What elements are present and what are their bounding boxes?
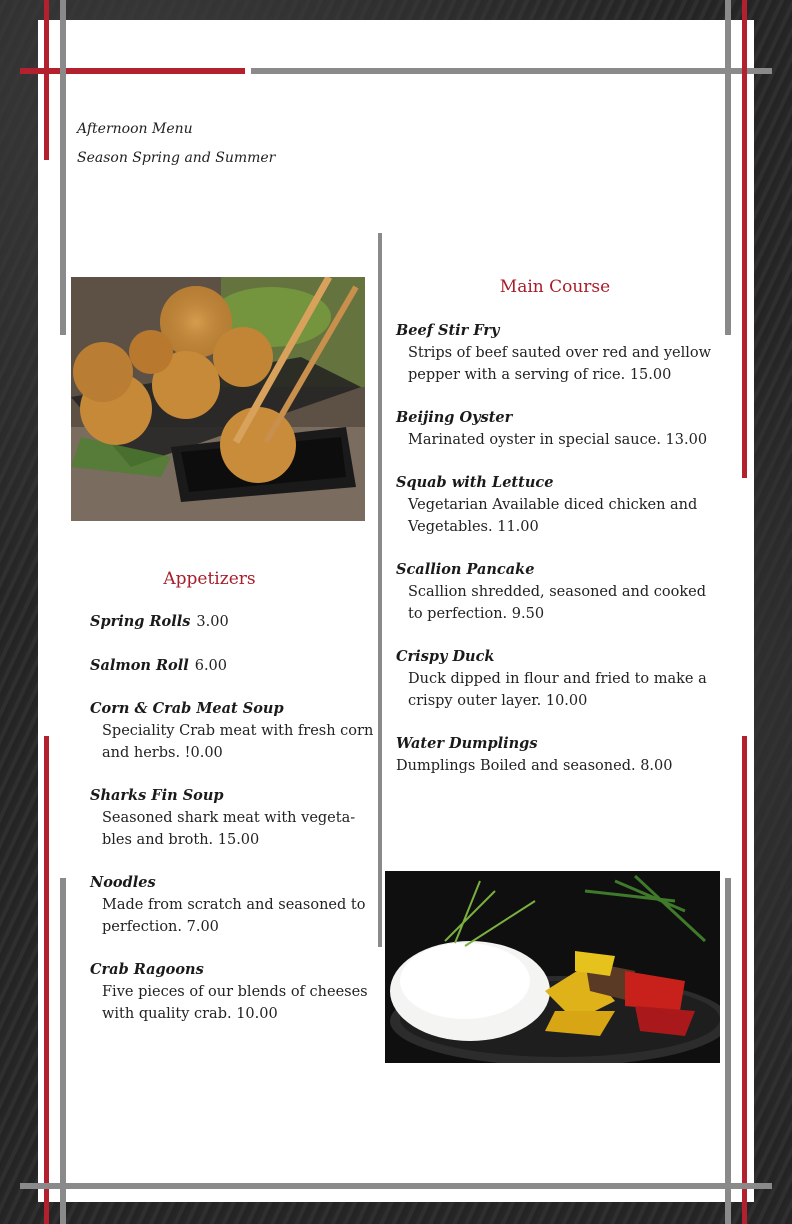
frame-bar-top-red [20,68,245,74]
list-item [396,407,721,451]
item-name: Beef Stir Fry [396,322,500,339]
list-item [396,733,721,777]
item-description: Marinated oyster in special sauce. 13.00 [408,432,708,448]
item-description: Duck dipped in flour and fried to make a crispy outer layer. 10.00 [408,671,707,709]
item-description: Dumplings Boiled and seasoned. 8.00 [396,758,673,774]
item-description: Five pieces of our blends of cheeses with quality crab. 10.00 [102,984,368,1022]
menu-name: Afternoon Menu [77,121,193,137]
frame-bar-top-grey [251,68,772,74]
item-description: Strips of beef sauted over red and yellow pepper with a serving of rice. 15.00 [408,345,712,383]
item-name: Noodles [90,874,156,891]
item-name: Salmon Roll [90,657,189,674]
item-name: Sharks Fin Soup [90,787,224,804]
stir-fry-illustration [385,871,720,1063]
frame-bar-right-grey-top [725,0,731,335]
menu-header [77,115,275,173]
frame-bar-right-grey-bottom [725,878,731,1224]
frame-bar-right-red-top [742,0,747,478]
item-description: Scallion shredded, seasoned and cooked to perfection. 9.50 [408,584,706,622]
frame-bar-left-grey-bottom [60,878,66,1224]
list-item [396,646,721,712]
frame-bar-right-red-bottom [742,736,747,1224]
item-description: Seasoned shark meat with vegeta-bles and broth. 15.00 [102,810,356,848]
item-description: Made from scratch and seasoned to perfection. 7.00 [102,897,366,935]
item-price: 3.00 [196,614,229,630]
frame-bar-left-red-top [44,0,49,160]
column-divider [378,233,382,947]
item-name: Corn & Crab Meat Soup [90,700,284,717]
list-item [396,472,721,538]
list-item [396,320,721,386]
item-name: Crispy Duck [396,648,495,665]
list-item [90,959,375,1025]
frame-bar-left-grey-top [60,0,66,335]
item-name: Scallion Pancake [396,561,535,578]
list-item [90,785,375,851]
list-item [90,698,375,764]
main-course-list [396,320,721,798]
item-name: Beijing Oyster [396,409,513,426]
frame-bar-bottom-grey [20,1183,772,1189]
frame-bar-left-red-bottom [44,736,49,1224]
main-course-title: Main Course [499,277,611,297]
list-item [396,559,721,625]
item-name: Crab Ragoons [90,961,204,978]
menu-season: Season Spring and Summer [77,150,276,166]
item-description: Vegetarian Available diced chicken and Vegetables. 11.00 [408,497,698,535]
item-name: Squab with Lettuce [396,474,554,491]
item-name: Spring Rolls [90,613,191,630]
list-item [90,654,375,677]
list-item [90,610,375,633]
item-price: 6.00 [194,658,228,674]
item-name: Water Dumplings [396,735,538,752]
item-description: Speciality Crab meat with fresh corn and herbs. !0.00 [102,723,374,761]
list-item [90,872,375,938]
appetizers-list [90,610,375,1046]
fried-balls-illustration [71,277,365,521]
appetizer-photo [71,277,365,521]
main-course-photo [385,871,720,1063]
appetizers-title: Appetizers [163,569,256,589]
